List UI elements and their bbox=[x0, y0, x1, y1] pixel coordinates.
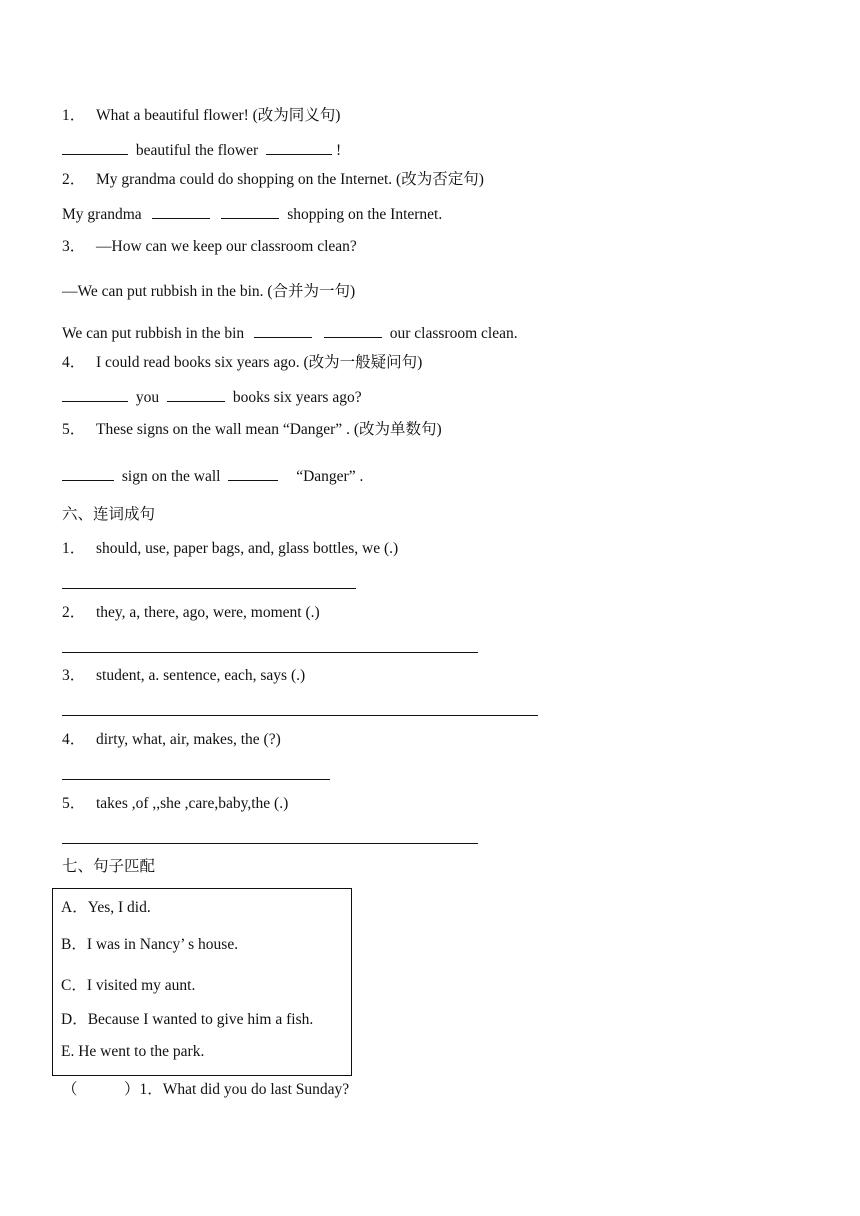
question-number: 5． bbox=[62, 421, 86, 438]
option-d: D．Because I wanted to give him a fish. bbox=[61, 1011, 314, 1028]
question-number: 1． bbox=[62, 107, 86, 124]
answer-blank[interactable] bbox=[228, 465, 278, 481]
answer-blank[interactable] bbox=[254, 322, 312, 338]
answer-line-2 bbox=[62, 203, 442, 225]
answer-line-5 bbox=[62, 465, 363, 487]
answer-line-4 bbox=[62, 386, 362, 408]
question-5 bbox=[62, 420, 442, 440]
answer-text: “Danger” . bbox=[296, 468, 364, 485]
question-3 bbox=[62, 237, 357, 257]
answer-blank[interactable] bbox=[266, 139, 332, 155]
answer-text: you bbox=[135, 389, 160, 406]
question-text: dirty, what, air, makes, the (?) bbox=[96, 731, 281, 748]
answer-blank[interactable] bbox=[62, 139, 128, 155]
answer-text: beautiful the flower bbox=[135, 142, 259, 159]
question-text: What a beautiful flower! (改为同义句) bbox=[96, 107, 341, 124]
option-e: E. He went to the park. bbox=[61, 1043, 205, 1060]
answer-rule[interactable] bbox=[62, 843, 478, 844]
answer-blank[interactable] bbox=[221, 203, 279, 219]
option-c: C．I visited my aunt. bbox=[61, 977, 196, 994]
question-4 bbox=[62, 353, 422, 373]
match-question-1: （ ）1．What did you do last Sunday? bbox=[62, 1081, 350, 1098]
question-number: 5． bbox=[62, 795, 86, 812]
answer-text: ! bbox=[335, 142, 342, 159]
question-text: takes ,of ,,she ,care,baby,the (.) bbox=[96, 795, 289, 812]
question-number: 4． bbox=[62, 731, 86, 748]
question-text: student, a. sentence, each, says (.) bbox=[96, 667, 306, 684]
option-b: B．I was in Nancy’ s house. bbox=[61, 936, 239, 953]
question-text: they, a, there, ago, were, moment (.) bbox=[96, 604, 320, 621]
answer-blank[interactable] bbox=[324, 322, 382, 338]
answer-rule[interactable] bbox=[62, 779, 330, 780]
question-text: —How can we keep our classroom clean? bbox=[96, 238, 357, 255]
reorder-item-3 bbox=[62, 666, 305, 686]
answer-blank[interactable] bbox=[152, 203, 210, 219]
reorder-item-1 bbox=[62, 539, 398, 559]
question-number: 3． bbox=[62, 238, 86, 255]
answer-line-1 bbox=[62, 139, 341, 161]
option-a: A．Yes, I did. bbox=[61, 899, 151, 916]
section-6-title: 六、连词成句 bbox=[62, 506, 156, 523]
question-text: My grandma could do shopping on the Internet. (改为否定句) bbox=[96, 171, 484, 188]
answer-blank[interactable] bbox=[62, 465, 114, 481]
answer-text: My grandma bbox=[62, 206, 142, 223]
answer-blank[interactable] bbox=[62, 386, 128, 402]
answer-line-3 bbox=[62, 322, 518, 344]
answer-rule[interactable] bbox=[62, 715, 538, 716]
answer-text: our classroom clean. bbox=[389, 325, 518, 342]
question-text: These signs on the wall mean “Danger” . (改为单数句) bbox=[96, 421, 442, 438]
answer-text: We can put rubbish in the bin bbox=[62, 325, 245, 342]
question-number: 4． bbox=[62, 354, 86, 371]
section-7-title: 七、句子匹配 bbox=[62, 858, 156, 875]
answer-text: books six years ago? bbox=[232, 389, 362, 406]
question-1 bbox=[62, 106, 340, 126]
question-3-part-2 bbox=[62, 282, 355, 302]
question-text: —We can put rubbish in the bin. (合并为一句) bbox=[62, 283, 356, 300]
answer-rule[interactable] bbox=[62, 652, 478, 653]
reorder-item-5 bbox=[62, 794, 288, 814]
question-2 bbox=[62, 170, 484, 190]
answer-rule[interactable] bbox=[62, 588, 356, 589]
question-text: I could read books six years ago. (改为一般疑问句) bbox=[96, 354, 423, 371]
reorder-item-2 bbox=[62, 603, 320, 623]
question-number: 2． bbox=[62, 171, 86, 188]
question-text: should, use, paper bags, and, glass bottles, we (.) bbox=[96, 540, 399, 557]
question-number: 3． bbox=[62, 667, 86, 684]
answer-blank[interactable] bbox=[167, 386, 225, 402]
question-number: 2． bbox=[62, 604, 86, 621]
question-number: 1． bbox=[62, 540, 86, 557]
answer-text: shopping on the Internet. bbox=[287, 206, 443, 223]
answer-text: sign on the wall bbox=[121, 468, 221, 485]
reorder-item-4 bbox=[62, 730, 281, 750]
